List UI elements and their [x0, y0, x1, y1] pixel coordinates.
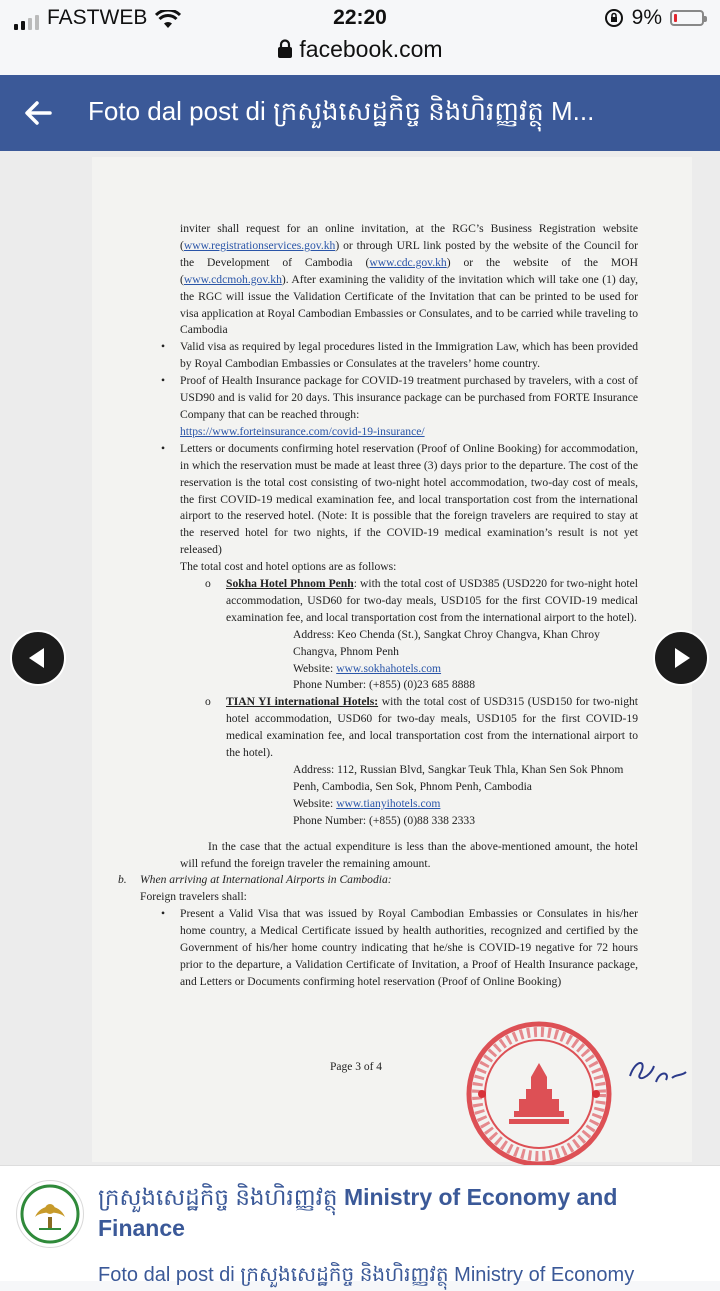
- post-footer: [0, 1165, 720, 1286]
- link-cdc[interactable]: www.cdc.gov.kh: [369, 255, 447, 269]
- page-name[interactable]: ក្រសួងសេដ្ឋកិច្ច និងហិរញ្ញវត្ថុ Ministry of Economy and Finance: [98, 1184, 618, 1241]
- link-registrationservices[interactable]: www.registrationservices.gov.kh: [183, 238, 336, 252]
- link-tianyihotels[interactable]: www.tianyihotels.com: [336, 796, 441, 810]
- post-caption: Foto dal post di ក្រសួងសេដ្ឋកិច្ច និងហិរញ្ញវត្ថុ Ministry of Economy: [98, 1264, 635, 1286]
- bullet-insurance: • Proof of Health Insurance package for COVID-19 treatment purchased by travelers, with a cost of USD90 and is valid for 20 days. This insurance package can be purchased from FORTE Insurance Company that can be reached through: https://www.forteinsurance.com/covid-19-insurance/: [161, 374, 638, 438]
- page-avatar[interactable]: [16, 1180, 84, 1248]
- url-bar[interactable]: [0, 36, 720, 74]
- refund-note: In the case that the actual expenditure is less than the above-mentioned amount, the hotel will refund the foreign traveler the remaining amount.: [180, 839, 638, 870]
- hotel-option-tianyi: o TIAN YI international Hotels: with the total cost of USD315 (USD150 for two-night hotel accommodation, USD60 for two-day meals, USD105 for the first COVID-19 medical examination fee, and local transportation cost from the international airport to the hotel). Address: 112, Russian Blvd, Sangkar Teuk Thla, Khan Sen Sok Phnom Penh, Cambodia, Sen Sok, Phnom Penh, Cambodia Website: www.tianyihotels.com Phone Number: (+855) (0)88 338 2333: [226, 694, 638, 829]
- chevron-left-icon: [12, 632, 64, 684]
- ministry-logo-icon: [17, 1181, 83, 1247]
- battery-percent: 9%: [631, 6, 662, 29]
- section-b-title: b. When arriving at International Airports in Cambodia:: [118, 873, 392, 887]
- document-text: [118, 221, 639, 991]
- chevron-right-icon: [655, 632, 707, 684]
- arrow-left-icon[interactable]: [20, 95, 56, 131]
- tianyi-details: Address: 112, Russian Blvd, Sangkar Teuk Thla, Khan Sen Sok Phnom Penh, Cambodia, Sen Sok, Phnom Penh, Cambodia Website: www.tianyihotels.com Phone Number: (+855) (0)88 338 2333: [293, 763, 624, 827]
- document-page: [92, 157, 692, 1162]
- link-sokhahotels[interactable]: www.sokhahotels.com: [336, 661, 442, 675]
- hotel-option-sokha: o Sokha Hotel Phnom Penh: with the total cost of USD385 (USD220 for two-night hotel accommodation, USD60 for two-day meals, USD105 for the first COVID-19 medical examination fee, and local transportation cost from the international airport to the hotel). Address: Keo Chenda (St.), Sangkat Chroy Changva, Khan Chroy Changva, Phnom Penh Website: www.sokhahotels.com Phone Number: (+855) (0)23 685 8888: [226, 576, 638, 694]
- travelers-shall: Foreign travelers shall:: [140, 890, 247, 904]
- bullet-hotel: • Letters or documents confirming hotel reservation (Proof of Online Booking) for accommodation, in which the reservation must be made at least three (3) days prior to the departure. The cost of the reservation is the total cost consisting of two-night hotel accommodation, two-day cost of meals, the first COVID-19 medical examination fee, and local transportation cost from the international airport to the reserved hotel. (Note: It is possible that the foreign travelers are required to stay at the reserved hotel for two nights, if the COVID-19 medical examination’s result is not yet released) The total cost and hotel options are as follows:: [161, 441, 638, 574]
- battery-icon: [670, 10, 704, 26]
- photo-header: [0, 75, 720, 151]
- sokha-details: Address: Keo Chenda (St.), Sangkat Chroy Changva, Khan Chroy Changva, Phnom Penh Website: www.sokhahotels.com Phone Number: (+855) (0)23 685 8888: [293, 627, 600, 692]
- official-seal-icon: [464, 1019, 614, 1165]
- status-bar: [0, 0, 720, 36]
- link-forteinsurance[interactable]: https://www.forteinsurance.com/covid-19-insurance/: [180, 424, 425, 438]
- next-photo-button[interactable]: [653, 630, 709, 686]
- orientation-lock-icon: [604, 8, 624, 28]
- signature-icon: [626, 1052, 690, 1092]
- carrier-name: FASTWEB: [47, 6, 148, 29]
- prev-photo-button[interactable]: [10, 630, 66, 686]
- lock-icon: [277, 39, 293, 59]
- bullet-arrival: • Present a Valid Visa that was issued by Royal Cambodian Embassies or Consulates in his/her home country, a Medical Certificate issued by health authorities, recognized and certified by the Government of his/her home country indicating that he/she is COVID-19 negative for 72 hours prior to the departure, a Validation Certificate of Invitation, a Proof of Health Insurance package, and Letters or Documents confirming hotel reservation (Proof of Online Booking): [161, 907, 638, 988]
- bullet-visa: • Valid visa as required by legal procedures listed in the Immigration Law, which has been provided by Royal Cambodian Embassies or Consulates at the travelers’ home country.: [161, 340, 638, 371]
- status-time: 22:20: [333, 6, 387, 29]
- status-right: [604, 6, 704, 30]
- photo-viewer[interactable]: [0, 151, 720, 1165]
- link-cdcmoh[interactable]: www.cdcmoh.gov.kh: [183, 272, 282, 286]
- invite-paragraph: inviter shall request for an online invitation, at the RGC’s Business Registration website (www.registrationservices.gov.kh) or through URL link posted by the website of the Council for the Development of Cambodia (www.cdc.gov.kh) or the website of the MOH (www.cdcmoh.gov.kh). After examining the validity of the invitation which will take one (1) day, the RGC will issue the Validation Certificate of the Invitation that can be printed to be used for visa application at Royal Cambodian Embassies or Consulates, and to be carried while traveling to Cambodia: [180, 222, 638, 337]
- header-title: Foto dal post di ក្រសួងសេដ្ឋកិច្ច និងហិរញ្ញវត្ថុ M...: [88, 96, 595, 126]
- url-text: facebook.com: [299, 36, 443, 62]
- battery-level: [674, 14, 677, 22]
- page-number: Page 3 of 4: [330, 1061, 383, 1073]
